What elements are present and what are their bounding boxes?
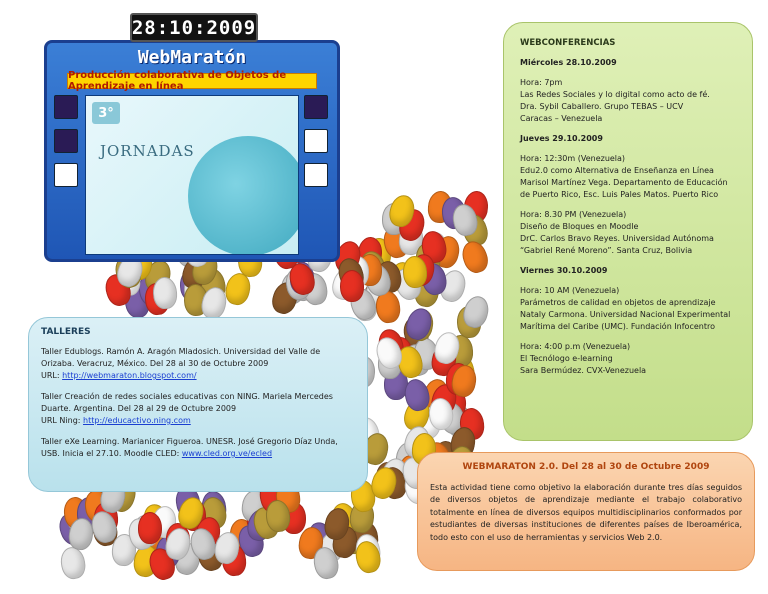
session-line: de Puerto Rico, Esc. Luis Pales Matos. Puerto Rico: [520, 190, 719, 199]
session-line: Dra. Sybil Caballero. Grupo TEBAS – UCV: [520, 102, 684, 111]
session-line: Las Redes Sociales y lo digital como acto de fé.: [520, 90, 710, 99]
conference-day: Jueves 29.10.2009: [520, 134, 603, 143]
date-counter: 28:10:2009: [130, 13, 258, 42]
session-line: Marítima del Caribe (UMC). Fundación Infocentro: [520, 322, 715, 331]
session-line: Hora: 4:00 p.m (Venezuela): [520, 342, 631, 351]
webmaraton-panel: [417, 452, 755, 571]
cled-logo-icon: [304, 163, 328, 187]
conference-day: Viernes 30.10.2009: [520, 266, 608, 275]
taller-url-label: URL Ning:: [41, 416, 84, 425]
screen-jornadas-text: JORNADAS: [100, 142, 195, 160]
session-line: Diseño de Bloques en Moodle: [520, 222, 639, 231]
mouse-icon: [458, 238, 491, 276]
taller-item: [41, 346, 355, 382]
crest-icon: [304, 95, 328, 119]
webmaraton-description: Esta actividad tiene como objetivo la elaboración durante tres días seguidos de diversos objetos de aprendizaje mediante el trabajo colaborativo totalmente en línea de diversos equipos multidisciplinarios conformados por estudiantes de diversas instituciones de diferentes países de Iberoamérica, todo esto con el uso de herramientas y servicios Web 2.0.: [430, 482, 742, 542]
banana-logo-icon: [54, 163, 78, 187]
taller-link[interactable]: http://educactivo.ning.com: [83, 416, 191, 425]
billboard-subtitle: Producción colaborativa de Objetos de Aprendizaje en línea: [67, 73, 317, 89]
taller-link[interactable]: http://webmaraton.blogspot.com/: [62, 371, 197, 380]
conference-session: [520, 209, 740, 257]
session-line: Sara Bermúdez. CVX-Venezuela: [520, 366, 647, 375]
session-line: Marisol Martínez Vega. Departamento de Educación: [520, 178, 728, 187]
taller-url-label: URL:: [41, 371, 63, 380]
taller-link[interactable]: www.cled.org.ve/ecled: [181, 449, 273, 458]
conference-session: [520, 341, 740, 377]
swoosh-graphic: [188, 136, 299, 255]
webconferencias-panel: [503, 22, 753, 441]
session-line: DrC. Carlos Bravo Reyes. Universidad Autónoma: [520, 234, 714, 243]
taller-item: [41, 391, 355, 427]
mouse-icon: [138, 512, 162, 544]
session-line: “Gabriel René Moreno”. Santa Cruz, Bolivia: [520, 246, 693, 255]
session-line: Parámetros de calidad en objetos de aprendizaje: [520, 298, 716, 307]
session-line: El Tecnólogo e-learning: [520, 354, 613, 363]
talleres-list: [41, 346, 355, 460]
session-line: Caracas – Venezuela: [520, 114, 603, 123]
right-logo-column: [304, 95, 330, 255]
session-line: Edu2.0 como Alternativa de Enseñanza en Línea: [520, 166, 714, 175]
conference-day: Miércoles 28.10.2009: [520, 58, 617, 67]
taller-description: Taller Edublogs. Ramón A. Aragón Mladosich. Universidad del Valle de Orizaba. Veracruz, México. Del 28 al 30 de Octubre 2009: [41, 347, 321, 368]
webconferencias-list: [520, 57, 740, 377]
talleres-heading: TALLERES: [41, 327, 91, 337]
webmaraton-heading: [430, 461, 742, 474]
conference-session: [520, 77, 740, 125]
university-crest-icon: [54, 95, 78, 119]
session-line: Hora: 12:30m (Venezuela): [520, 154, 626, 163]
mouse-icon: [152, 276, 178, 310]
mouse-icon: [59, 545, 88, 581]
conference-session: [520, 153, 740, 201]
conference-session: [520, 285, 740, 333]
webconferencias-heading: WEBCONFERENCIAS: [520, 38, 616, 48]
taller-description: Taller eXe Learning. Marianicer Figueroa. UNESR. José Gregorio Díaz Unda, USB. Inicia el 27.10. Moodle CLED:: [41, 437, 338, 458]
session-line: Nataly Carmona. Universidad Nacional Experimental: [520, 310, 731, 319]
mouse-icon: [340, 270, 365, 302]
webmaraton-title: WEBMARATON 2.0.: [462, 462, 559, 472]
talleres-panel: [28, 317, 368, 492]
taller-description: Taller Creación de redes sociales educativas con NING. Mariela Mercedes Duarte. Argentina. Del 28 al 29 de Octubre 2009: [41, 392, 333, 413]
webmaraton-billboard: [44, 40, 340, 262]
left-logo-column: [54, 95, 80, 255]
screen-badge: 3°: [92, 102, 120, 124]
session-line: Hora: 10 AM (Venezuela): [520, 286, 620, 295]
orange-emblem-icon: [54, 129, 78, 153]
billboard-screen: [85, 95, 299, 255]
taller-item: [41, 436, 355, 460]
session-line: Hora: 8.30 PM (Venezuela): [520, 210, 627, 219]
tebas-logo-icon: [304, 129, 328, 153]
webmaraton-dates: Del 28 al 30 de Octubre 2009: [558, 462, 710, 472]
session-line: Hora: 7pm: [520, 78, 563, 87]
billboard-title: WebMaratón: [137, 47, 247, 68]
